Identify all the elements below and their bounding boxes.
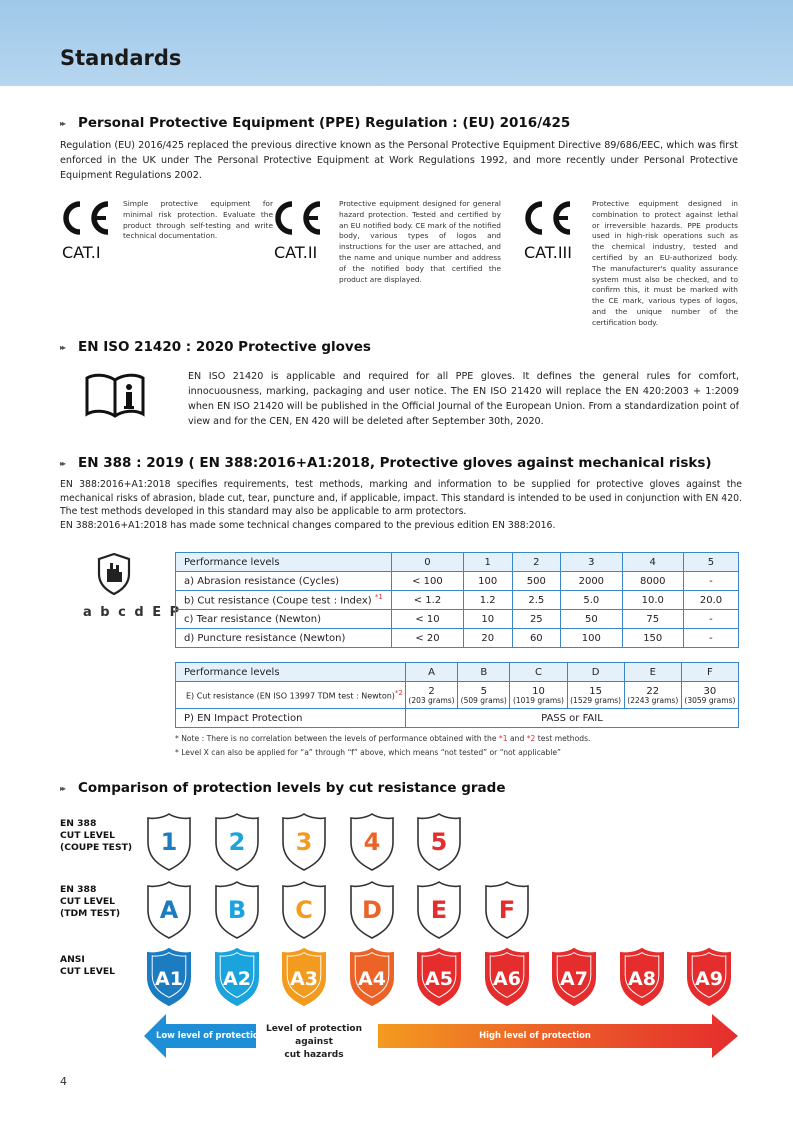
label-line: (TDM TEST)	[60, 908, 121, 919]
table-cell: F	[681, 663, 738, 682]
table-cell: 1.2	[463, 591, 512, 610]
label-line: cut hazards	[284, 1050, 344, 1060]
table-cell: < 20	[392, 629, 464, 648]
ppe-intro: Regulation (EU) 2016/425 replaced the previous directive known as the Personal Protective Equipment Directive 89/686/EEC, which was first enforced in the UK under The Personal Protective Equipment at Work Regulations 1992, and more recently under Personal Protective Equipment Regulations 2002.	[60, 140, 738, 181]
table-cell: 4	[622, 553, 683, 572]
table-row	[176, 591, 739, 610]
ce-mark-icon	[520, 198, 576, 238]
table-cell: 100	[463, 572, 512, 591]
hand-shield-icon	[96, 552, 132, 596]
table-cell: 5.0	[561, 591, 622, 610]
table-cell	[567, 682, 624, 709]
shield-label: B	[227, 896, 246, 924]
table-cell: -	[683, 572, 738, 591]
footnote-mark: *2	[394, 689, 403, 698]
table-cell	[458, 682, 510, 709]
cut-grams: (509 grams)	[460, 695, 507, 705]
table-cell: 1	[463, 553, 512, 572]
shield-label: A5	[425, 968, 453, 990]
table-cell: 5	[683, 553, 738, 572]
note-level-x: * Level X can also be applied for “a” through “f” above, which means “not tested” or “not applicable”	[175, 748, 561, 757]
shield-label: D	[361, 896, 382, 924]
table-cell: Performance levels	[176, 663, 406, 682]
table-cell: 20.0	[683, 591, 738, 610]
row-label: b) Cut resistance (Coupe test : Index)	[184, 595, 372, 607]
cut-level-shield	[685, 947, 733, 1007]
double-arrow-icon: ▸▸	[60, 458, 65, 468]
cut-grams: (203 grams)	[408, 695, 455, 705]
section-title-text: EN ISO 21420 : 2020 Protective gloves	[78, 339, 371, 355]
row-label: a) Abrasion resistance (Cycles)	[184, 575, 340, 587]
cut-level-shield	[280, 947, 328, 1007]
low-protection-label: Low level of protection	[156, 1030, 265, 1040]
section-title-en21420	[60, 339, 371, 355]
row-label: c) Tear resistance (Newton)	[184, 613, 322, 625]
cut-level-shield	[145, 947, 193, 1007]
shield-label: F	[498, 896, 515, 924]
shield-label: E	[430, 896, 448, 924]
label-line: CUT LEVEL	[60, 896, 116, 907]
cut-level-shield	[415, 880, 463, 940]
table-row	[176, 682, 739, 709]
shield-label: C	[295, 896, 313, 924]
en388-text-2: EN 388:2016+A1:2018 has made some technical changes compared to the previous edition EN 388:2016.	[60, 520, 556, 531]
table-cell: < 10	[392, 610, 464, 629]
high-protection-label: High level of protection	[479, 1030, 591, 1040]
section-title-ppe	[60, 115, 570, 131]
table-header-row	[176, 553, 739, 572]
page-header	[0, 0, 793, 86]
table-cell: < 100	[392, 572, 464, 591]
cut-grams: (3059 grams)	[684, 695, 736, 705]
table-cell: E	[624, 663, 681, 682]
cut-value: 2	[428, 685, 435, 697]
cut-grams: (1019 grams)	[512, 695, 564, 705]
table-cell: -	[683, 629, 738, 648]
performance-table-1	[175, 552, 739, 648]
cut-level-shield	[280, 812, 328, 872]
label-line: ANSI	[60, 954, 85, 965]
footnote-mark: *2	[526, 734, 536, 743]
table-cell: 75	[622, 610, 683, 629]
row-label-ansi	[60, 954, 115, 978]
section-title-text: EN 388 : 2019 ( EN 388:2016+A1:2018, Protective gloves against mechanical risks)	[78, 455, 712, 471]
ce-cat3-text: Protective equipment designed in combination to protect against lethal or irreversible hazards. PPE products used in high-risk operations such as the chemical industry, tested and certified by an EU-authorized body. The manufacturer's quality assurance system must also be checked, and to confirm this, it must be marked with the CE mark, various types of logos, and the unique number of the certification body.	[592, 199, 738, 327]
table-cell	[176, 610, 392, 629]
cut-level-shield	[618, 947, 666, 1007]
label-line: EN 388	[60, 884, 97, 895]
table-row	[176, 610, 739, 629]
table-cell: 500	[512, 572, 561, 591]
cut-value: 10	[532, 685, 545, 697]
shield-label: 1	[160, 828, 178, 856]
shield-label: 4	[363, 828, 380, 856]
cut-level-shield	[415, 947, 463, 1007]
protection-against-cut-label	[254, 1023, 374, 1062]
note-text: * Note : There is no correlation between the levels of performance obtained with the	[175, 734, 499, 743]
section-title-text: Personal Protective Equipment (PPE) Regulation : (EU) 2016/425	[78, 115, 571, 131]
table-cell: C	[510, 663, 567, 682]
table-cell: 8000	[622, 572, 683, 591]
en388-text-1: EN 388:2016+A1:2018 specifies requirements, test methods, marking and information to be supplied for protective gloves against the mechanical risks of abrasion, blade cut, tear, puncture and, if applicable, impact. This standard is intended to be used in conjunction with EN 420. The test methods developed in this standard may also be applicable to arm protectors.	[60, 479, 742, 517]
shield-label: 5	[430, 828, 448, 856]
table-cell	[510, 682, 567, 709]
table-row	[176, 572, 739, 591]
table-cell: 2	[512, 553, 561, 572]
shield-label: A	[159, 896, 179, 924]
table-cell: 50	[561, 610, 622, 629]
cut-level-shield	[483, 880, 531, 940]
shield-label: A8	[627, 968, 656, 990]
table-cell: B	[458, 663, 510, 682]
table-cell: 0	[392, 553, 464, 572]
row-label: d) Puncture resistance (Newton)	[184, 632, 346, 644]
table-cell: A	[405, 663, 457, 682]
table-cell	[176, 591, 392, 610]
row-label-coupe	[60, 818, 132, 854]
cut-value: 30	[703, 685, 717, 697]
ce-mark-icon	[270, 198, 326, 238]
shield-label: A9	[695, 968, 723, 990]
cut-level-shield	[213, 812, 261, 872]
table-cell	[405, 682, 457, 709]
cut-level-shield	[213, 880, 261, 940]
cut-level-shield	[348, 947, 396, 1007]
ce-mark-icon	[58, 198, 114, 238]
table-cell: D	[567, 663, 624, 682]
cut-level-shield	[348, 880, 396, 940]
category-label: CAT.I	[62, 243, 101, 262]
table-cell: -	[683, 610, 738, 629]
shield-label: 3	[295, 828, 313, 856]
footnote-mark: *1	[498, 734, 508, 743]
label-line: CUT LEVEL	[60, 966, 116, 977]
cut-level-shield	[550, 947, 598, 1007]
table-cell	[176, 572, 392, 591]
shield-label: 2	[228, 828, 245, 856]
cut-level-shield	[145, 812, 193, 872]
shield-label: A1	[155, 968, 183, 990]
table-cell: 20	[463, 629, 512, 648]
label-line: (COUPE TEST)	[60, 842, 133, 853]
table-cell: 60	[512, 629, 561, 648]
book-info-icon	[84, 372, 146, 418]
row-label-tdm	[60, 884, 120, 920]
cut-level-shield	[348, 812, 396, 872]
table-cell: 25	[512, 610, 561, 629]
note-text: and	[507, 734, 527, 743]
cut-grams: (2243 grams)	[627, 695, 679, 705]
cut-value: 5	[480, 685, 487, 697]
ce-cat1-text: Simple protective equipment for minimal risk protection. Evaluate the product through self-testing and write technical documentation.	[123, 199, 273, 241]
table-cell: < 1.2	[392, 591, 464, 610]
label-line: CUT LEVEL	[60, 830, 116, 841]
cut-grams: (1529 grams)	[570, 695, 622, 705]
cut-level-shield	[280, 880, 328, 940]
label-line: Level of protection against	[265, 1024, 363, 1047]
double-arrow-icon: ▸▸	[60, 342, 65, 352]
cut-value: 15	[589, 685, 602, 697]
table-header-row	[176, 663, 739, 682]
note-correlation	[175, 734, 590, 743]
table-cell: Performance levels	[176, 553, 392, 572]
table-cell: PASS or FAIL	[405, 709, 738, 728]
section-title-text: Comparison of protection levels by cut resistance grade	[78, 780, 506, 796]
table-cell: 2000	[561, 572, 622, 591]
note-text: test methods.	[535, 734, 591, 743]
table-cell: 150	[622, 629, 683, 648]
page-number: 4	[60, 1075, 67, 1088]
cut-level-shield	[213, 947, 261, 1007]
section-title-en388	[60, 455, 712, 471]
table-cell: P) EN Impact Protection	[176, 709, 406, 728]
cut-level-shield	[145, 880, 193, 940]
table-cell	[176, 682, 406, 709]
shield-label: A3	[290, 968, 318, 990]
cut-value: 22	[646, 685, 660, 697]
table-cell: 2.5	[512, 591, 561, 610]
table-cell	[624, 682, 681, 709]
row-label: E) Cut resistance (EN ISO 13997 TDM test : Newton)	[186, 691, 395, 701]
table-row	[176, 629, 739, 648]
performance-table-2	[175, 662, 739, 728]
double-arrow-icon: ▸▸	[60, 118, 65, 128]
table-cell: 3	[561, 553, 622, 572]
shield-label: A2	[222, 968, 251, 990]
label-line: EN 388	[60, 818, 97, 829]
table-cell: 10.0	[622, 591, 683, 610]
en21420-text: EN ISO 21420 is applicable and required for all PPE gloves. It defines the general rules for comfort, innocuousness, marking, packaging and user notice. The EN ISO 21420 will replace the EN 420:2003 + 1:2009 when EN ISO 21420 will be published in the Official Journal of the European Union. From a standardization point of view and for the CEN, EN 420 will be deleted after September 30th, 2020.	[188, 371, 739, 427]
table-cell: 10	[463, 610, 512, 629]
category-label: CAT.III	[524, 243, 572, 262]
table-cell	[681, 682, 738, 709]
ce-cat2-text: Protective equipment designed for general hazard protection. Tested and certified by an EU notified body. CE mark of the notified body, various types of logos and instructions for the user are attached, and the name and unique number and address of the notified body that certified the product are displayed.	[339, 199, 501, 284]
cut-level-shield	[415, 812, 463, 872]
double-arrow-icon: ▸▸	[60, 783, 65, 793]
shield-label: A6	[492, 968, 521, 990]
shield-label: A4	[357, 968, 386, 990]
cut-level-shield	[483, 947, 531, 1007]
category-label: CAT.II	[274, 243, 318, 262]
table-cell: 100	[561, 629, 622, 648]
en388-pictogram-label: a b c d E P	[83, 605, 182, 620]
section-title-comparison	[60, 780, 505, 796]
table-cell	[176, 629, 392, 648]
table-row	[176, 709, 739, 728]
shield-label: A7	[560, 968, 588, 990]
footnote-mark: *1	[374, 593, 383, 602]
page-title: Standards	[60, 46, 182, 70]
